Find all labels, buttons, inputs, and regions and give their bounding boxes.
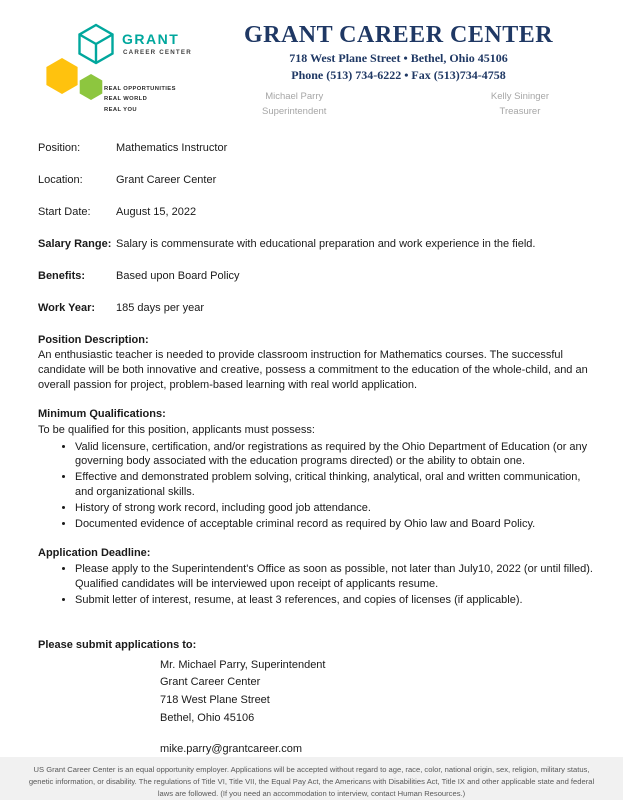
deadline-item: • Submit letter of interest, resume, at least 3 references, and copies of licenses (if applicable). (75, 593, 593, 608)
logo-tagline-2: REAL WORLD (104, 96, 148, 103)
detail-row-location (38, 173, 593, 188)
work-year-label: Work Year: (38, 301, 96, 314)
deadline-item: • Please apply to the Superintendent's Office as soon as possible, not later than July10, 2022 (or until filled). Qualified candidates will be interviewed upon receipt of applicants resume. (75, 562, 593, 592)
header-contacts (200, 83, 597, 119)
minimum-qualifications-list (38, 440, 593, 532)
contact-superintendent (262, 90, 326, 119)
detail-row-start-date (38, 205, 593, 220)
teal-cube-hexagon-icon (80, 25, 113, 63)
logo-wordmark-career-center: CAREER CENTER (123, 49, 192, 56)
application-deadline-section (38, 546, 593, 608)
minimum-qualifications-intro: To be qualified for this position, applicants must possess: (38, 423, 315, 436)
salary-range-value: Salary is commensurate with educational preparation and work experience in the field. (116, 237, 536, 250)
detail-row-salary-range (38, 237, 593, 252)
green-hexagon-icon (80, 74, 103, 100)
submit-line-org: Grant Career Center (160, 676, 261, 689)
position-value: Mathematics Instructor (116, 142, 228, 155)
document-header (0, 0, 623, 119)
superintendent-title: Superintendent (262, 105, 327, 117)
detail-row-position (38, 141, 593, 156)
grant-career-center-logo (32, 14, 200, 116)
location-label: Location: (38, 174, 83, 187)
logo-tagline-1: REAL OPPORTUNITIES (104, 86, 176, 92)
application-deadline-list (38, 562, 593, 608)
position-description-heading: Position Description: (38, 333, 149, 346)
contact-treasurer (491, 90, 549, 119)
header-center (200, 14, 597, 119)
location-value: Grant Career Center (116, 174, 217, 187)
treasurer-title: Treasurer (499, 105, 541, 117)
qualification-item: • History of strong work record, including good job attendance. (75, 501, 593, 516)
superintendent-name: Michael Parry (265, 91, 324, 102)
detail-row-work-year (38, 301, 593, 316)
minimum-qualifications-heading: Minimum Qualifications: (38, 407, 166, 420)
logo-taglines (104, 84, 176, 115)
benefits-label: Benefits: (38, 269, 86, 282)
submit-address-block (160, 657, 593, 727)
position-label: Position: (38, 142, 81, 155)
salary-range-label: Salary Range: (38, 237, 112, 250)
organization-phone-fax: Phone (513) 734-6222 • Fax (513)734-4758 (291, 68, 506, 82)
submit-line-contact: Mr. Michael Parry, Superintendent (160, 658, 326, 671)
detail-row-benefits (38, 269, 593, 284)
submit-line-city: Bethel, Ohio 45106 (160, 711, 255, 724)
qualification-item: • Valid licensure, certification, and/or registrations as required by the Ohio Department of Education (or any governing body associated with the education programs directed) or the ability to obtain one. (75, 440, 593, 470)
start-date-value: August 15, 2022 (116, 206, 197, 219)
qualification-item: • Effective and demonstrated problem solving, critical thinking, analytical, oral and written communication, and organizational skills. (75, 470, 593, 500)
position-description-section (38, 333, 593, 393)
yellow-hexagon-icon (46, 58, 77, 94)
submit-applications-heading: Please submit applications to: (38, 639, 197, 651)
submit-applications-section (38, 638, 593, 757)
organization-title: GRANT CAREER CENTER (243, 22, 554, 48)
application-deadline-heading: Application Deadline: (38, 546, 151, 559)
document-body (0, 119, 623, 757)
organization-address: 718 West Plane Street • Bethel, Ohio 45106 (289, 51, 508, 65)
logo-tagline-3: REAL YOU (104, 106, 137, 113)
submit-email: mike.parry@grantcareer.com (160, 743, 302, 756)
logo-wordmark-grant: GRANT (122, 31, 180, 47)
submit-line-street: 718 West Plane Street (160, 694, 270, 707)
minimum-qualifications-section (38, 407, 593, 532)
treasurer-name: Kelly Sininger (490, 91, 549, 102)
qualification-item: • Documented evidence of acceptable criminal record as required by Ohio law and Board Policy. (75, 517, 593, 532)
benefits-value: Based upon Board Policy (116, 269, 240, 282)
start-date-label: Start Date: (38, 206, 91, 219)
position-description-body: An enthusiastic teacher is needed to provide classroom instruction for Mathematics courses. The successful candidate will be both innovative and creative, possess a commitment to the education of the whole-child, and an overall passion for project, problem-based learning with real world application. (38, 349, 588, 392)
eeo-footer: US Grant Career Center is an equal opportunity employer. Applications will be accepted without regard to age, race, color, national origin, sex, religion, military status, genetic information, or disability. The regulations of Title VI, Title VII, the Equal Pay Act, the Americans with Disabilities Act, Title IX and other applicable state and federal laws are followed. (If you need an accommodation to interview, contact Human Resources.) (0, 757, 623, 800)
work-year-value: 185 days per year (116, 301, 205, 314)
